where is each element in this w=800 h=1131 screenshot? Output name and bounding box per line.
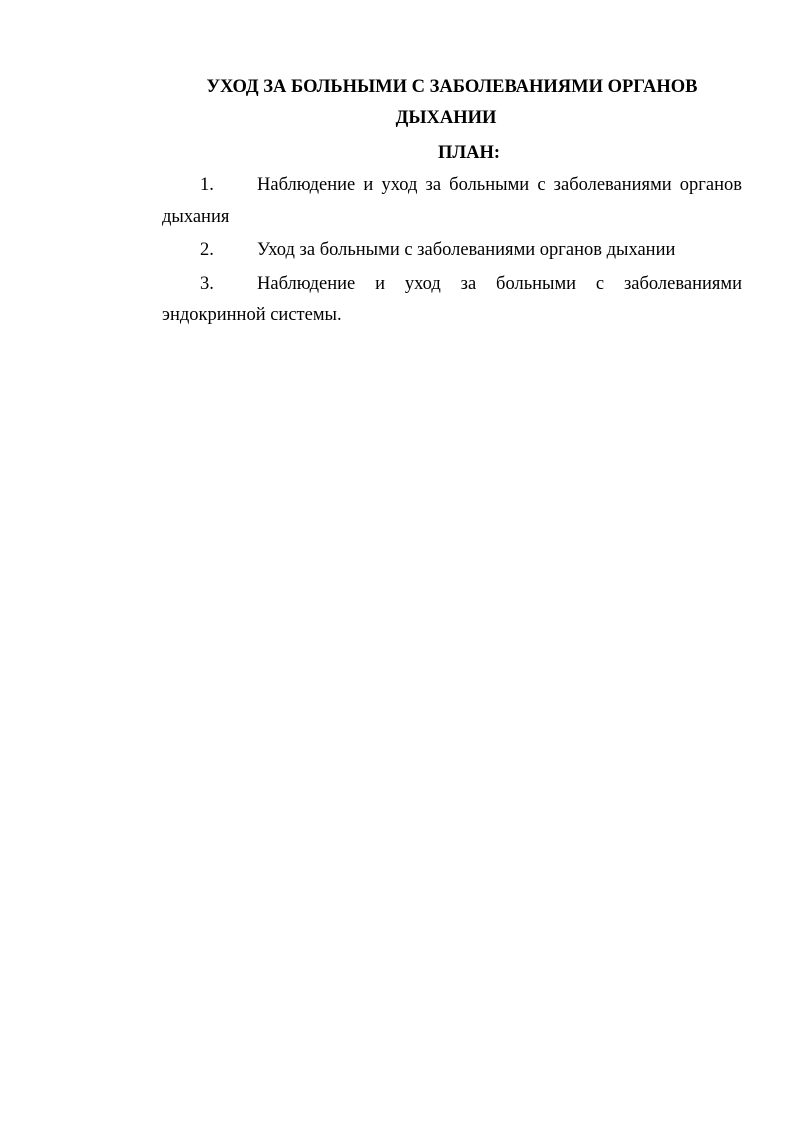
plan-item-text: Наблюдение и уход за больными с заболеваниями эндокринной системы. <box>162 273 742 325</box>
plan-heading: ПЛАН: <box>437 143 501 163</box>
plan-item-text: Наблюдение и уход за больными с заболеваниями органов дыхания <box>162 175 742 227</box>
plan-item-number: 1. <box>200 175 214 195</box>
plan-item-2 <box>162 235 742 267</box>
plan-item-number: 2. <box>200 240 214 260</box>
plan-item-1 <box>162 170 742 233</box>
title-line-1: УХОД ЗА БОЛЬНЫМИ С ЗАБОЛЕВАНИЯМИ ОРГАНОВ <box>206 77 698 97</box>
plan-item-3 <box>162 269 742 332</box>
title-line-2: ДЫХАНИИ <box>395 108 497 128</box>
document-title <box>162 72 742 134</box>
plan-item-number: 3. <box>200 273 214 294</box>
plan-list <box>162 170 742 334</box>
plan-item-text: Уход за больными с заболеваниями органов дыхании <box>257 240 676 260</box>
